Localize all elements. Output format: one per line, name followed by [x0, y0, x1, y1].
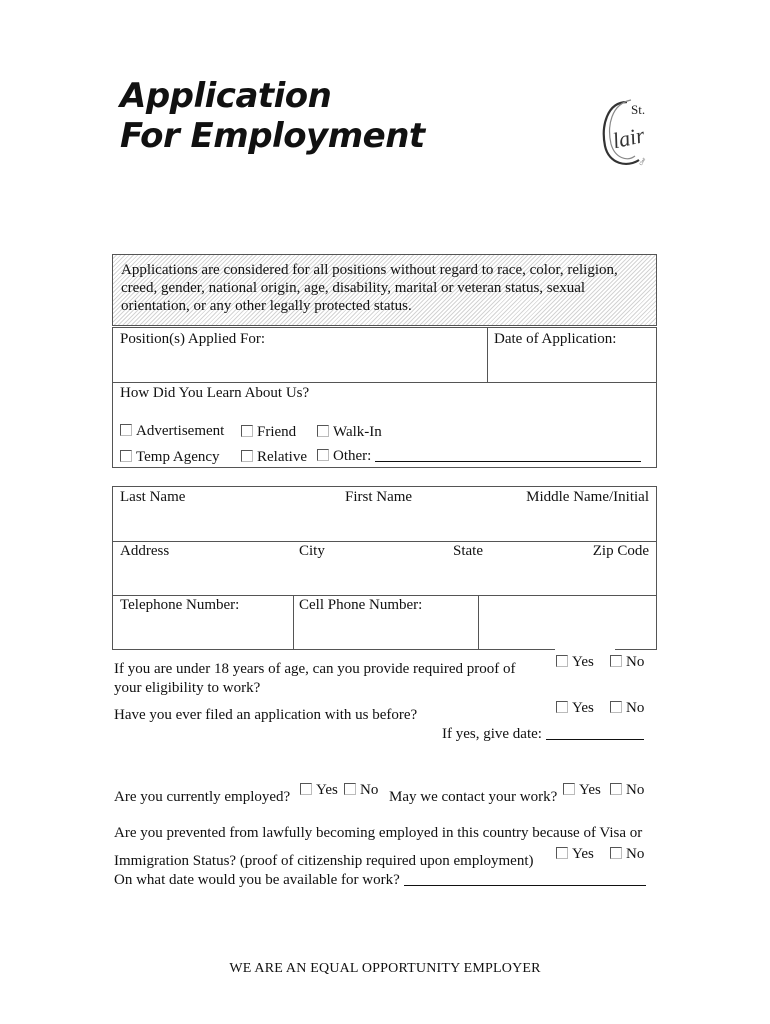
available-date-line[interactable]: [404, 872, 646, 886]
filed-before-yes-checkbox[interactable]: [556, 701, 568, 713]
telephone-label: Telephone Number:: [120, 597, 240, 613]
date-divider: [487, 328, 488, 382]
option-walk-in[interactable]: [317, 424, 382, 441]
temp-agency-checkbox[interactable]: [120, 450, 132, 462]
under-18-yes[interactable]: [556, 654, 594, 671]
equal-opportunity-footer: WE ARE AN EQUAL OPPORTUNITY EMPLOYER: [229, 961, 541, 976]
cell-phone-label: Cell Phone Number:: [299, 597, 423, 613]
filed-before-question: Have you ever filed an application with us before?: [114, 707, 418, 723]
svg-text:Clair: Clair: [638, 156, 647, 167]
prevented-question-line-1: Are you prevented from lawfully becoming employed in this country because of Visa or: [114, 825, 643, 841]
option-other[interactable]: [317, 448, 641, 465]
contact-work-question: May we contact your work?: [389, 789, 558, 805]
relative-label: Relative: [257, 449, 307, 465]
no-label: No: [626, 700, 645, 716]
relative-checkbox[interactable]: [241, 450, 253, 462]
city-label: City: [299, 543, 325, 559]
advertisement-label: Advertisement: [136, 423, 225, 439]
state-label: State: [453, 543, 483, 559]
date-of-application-label: Date of Application:: [494, 331, 617, 347]
no-label: No: [626, 654, 645, 670]
telephone-field[interactable]: [115, 617, 291, 647]
friend-checkbox[interactable]: [241, 425, 253, 437]
yes-label: Yes: [572, 654, 594, 670]
date-of-application-field[interactable]: [490, 350, 654, 380]
if-yes-date-label: If yes, give date:: [442, 726, 542, 742]
currently-employed-question: Are you currently employed?: [114, 789, 291, 805]
title-line-2: For Employment: [120, 116, 425, 156]
available-date-label: On what date would you be available for work?: [114, 872, 400, 888]
under-18-question-line-2: your eligibility to work?: [114, 680, 261, 696]
contact-work-yes-checkbox[interactable]: [563, 783, 575, 795]
yes-label: Yes: [572, 846, 594, 862]
under-18-no-checkbox[interactable]: [610, 655, 622, 667]
border-gap: [555, 648, 615, 651]
row-divider: [113, 541, 656, 542]
if-yes-date-line[interactable]: [546, 726, 644, 740]
option-friend[interactable]: [241, 424, 296, 441]
option-relative[interactable]: [241, 449, 307, 466]
contact-work-yes[interactable]: [563, 782, 601, 799]
option-advertisement[interactable]: [120, 423, 224, 440]
middle-name-label: Middle Name/Initial: [526, 489, 649, 505]
address-label: Address: [120, 543, 170, 559]
cell-divider: [478, 596, 479, 649]
cell-phone-field[interactable]: [296, 617, 476, 647]
personal-info-section: [112, 486, 657, 650]
last-name-label: Last Name: [120, 489, 186, 505]
equal-opportunity-notice: Applications are considered for all positions without regard to race, color, religion, creed, gender, national origin, age, disability, marital or veteran status, sexual orientation, or any other legally protected status.: [112, 254, 657, 326]
currently-employed-yes-checkbox[interactable]: [300, 783, 312, 795]
filed-before-yes[interactable]: [556, 700, 594, 717]
currently-employed-no[interactable]: [344, 782, 378, 799]
currently-employed-yes[interactable]: [300, 782, 338, 799]
yes-label: Yes: [316, 782, 338, 798]
no-label: No: [626, 846, 645, 862]
positions-applied-label: Position(s) Applied For:: [120, 331, 266, 347]
contact-work-no[interactable]: [610, 782, 644, 799]
prevented-yes[interactable]: [556, 846, 594, 863]
available-date: [114, 872, 646, 889]
prevented-no[interactable]: [610, 846, 644, 863]
logo-st-text: St.: [631, 102, 646, 117]
position-section: [112, 327, 657, 383]
svg-text:lair: lair: [610, 122, 647, 154]
option-temp-agency[interactable]: [120, 449, 220, 466]
first-name-label: First Name: [345, 489, 413, 505]
zip-code-label: Zip Code: [592, 543, 649, 559]
other-checkbox[interactable]: [317, 449, 329, 461]
no-label: No: [626, 782, 645, 798]
name-field[interactable]: [115, 509, 654, 539]
friend-label: Friend: [257, 424, 297, 440]
no-label: No: [360, 782, 379, 798]
temp-agency-label: Temp Agency: [136, 449, 220, 465]
learn-about-us-question: How Did You Learn About Us?: [120, 385, 310, 401]
currently-employed-no-checkbox[interactable]: [344, 783, 356, 795]
filed-before-no-checkbox[interactable]: [610, 701, 622, 713]
row-divider: [113, 595, 656, 596]
prevented-question-line-2: Immigration Status? (proof of citizenship required upon employment): [114, 853, 534, 869]
under-18-no[interactable]: [610, 654, 644, 671]
phone-divider: [293, 596, 294, 649]
st-clair-logo: [597, 96, 655, 170]
address-field[interactable]: [115, 563, 654, 593]
other-input-line[interactable]: [375, 448, 641, 462]
other-label: Other:: [333, 448, 372, 464]
yes-label: Yes: [572, 700, 594, 716]
referral-source-section: [112, 382, 657, 468]
if-yes-date: [442, 726, 644, 743]
prevented-no-checkbox[interactable]: [610, 847, 622, 859]
yes-label: Yes: [579, 782, 601, 798]
positions-applied-field[interactable]: [115, 350, 485, 380]
prevented-yes-checkbox[interactable]: [556, 847, 568, 859]
contact-work-no-checkbox[interactable]: [610, 783, 622, 795]
under-18-question-line-1: If you are under 18 years of age, can you provide required proof of: [114, 661, 516, 677]
under-18-yes-checkbox[interactable]: [556, 655, 568, 667]
advertisement-checkbox[interactable]: [120, 424, 132, 436]
form-title: [120, 76, 425, 156]
title-line-1: Application: [120, 76, 332, 116]
walk-in-checkbox[interactable]: [317, 425, 329, 437]
filed-before-no[interactable]: [610, 700, 644, 717]
walk-in-label: Walk-In: [333, 424, 382, 440]
